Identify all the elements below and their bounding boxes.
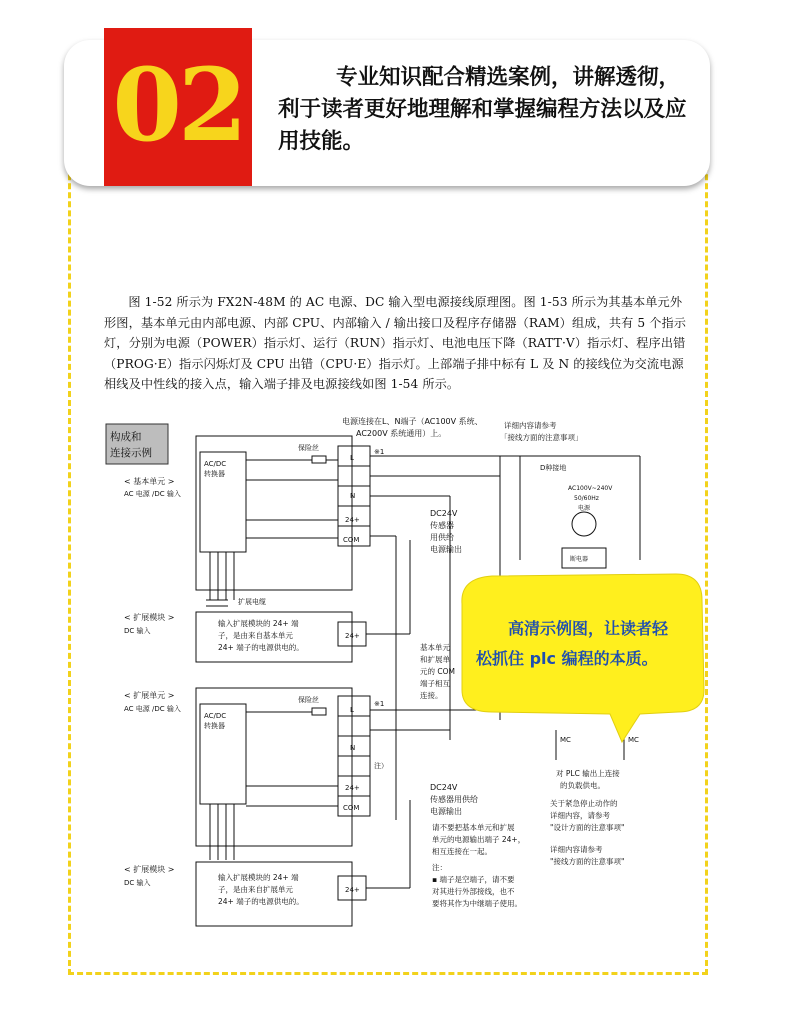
detail-1: 详细内容请参考 xyxy=(550,845,603,854)
plc-out-2: 的负载供电。 xyxy=(560,781,605,790)
base-note-5: 连接。 xyxy=(420,691,443,700)
ext-unit-label: < 扩展单元 > xyxy=(124,691,175,700)
module-term-24-2: 24+ xyxy=(345,886,360,894)
ground-label: D种接地 xyxy=(540,464,567,472)
dc24-2: 传感器 xyxy=(430,521,454,530)
fuse-label-2: 保险丝 xyxy=(298,696,319,704)
note-ref-2: 「接线方面的注意事项」 xyxy=(500,433,583,442)
ext-module2-sub: DC 输入 xyxy=(124,879,151,887)
note-ref-1: 详细内容请参考 xyxy=(504,421,557,430)
base-note-3: 元的 COM xyxy=(420,667,455,676)
mod2-note-3: 24+ 端子的电源供电的。 xyxy=(218,897,304,906)
term-n-2: N xyxy=(350,744,356,752)
body-paragraph: 图 1-52 所示为 FX2N-48M 的 AC 电源、DC 输入型电源接线原理图。图 1-53 所示为其基本单元外形图，基本单元由内部电源、内部 CPU、内部输入 / 输出接口及程序存储器（RAM）组成，共有 5 个指示灯，分别为电源（POWER）指示灯、运行（RUN）指示灯、电池电压下降（RATT·V）指示灯、程序出错（PROG·E）指示闪烁灯及 CPU 出错（CPU·E）指示灯。上部端子排中标有 L 及 N 的接线位为交流电源相线及中性线的接入点，输入端子排及电源接线如图 1-54 所示。 xyxy=(104,295,687,391)
emerg-1: 关于紧急停止动作的 xyxy=(550,799,618,808)
mod2-note-2: 子，是由来自扩展单元 xyxy=(218,885,293,894)
base-note-4: 端子相互 xyxy=(420,679,450,688)
note-heading: 注： xyxy=(432,863,447,872)
emerg-3: "设计方面的注意事项" xyxy=(550,823,625,832)
mc-1: MC xyxy=(560,736,571,744)
acdc-label-2a: AC/DC xyxy=(204,712,227,720)
acdc-label-1b: 转换器 xyxy=(204,470,225,478)
ext-module-sub: DC 输入 xyxy=(124,627,151,635)
note-2: 对其进行外部接线，也不 xyxy=(432,887,515,896)
ac-freq: 50/60Hz xyxy=(574,495,599,502)
term-24-1: 24+ xyxy=(345,516,360,524)
mark-1a: ※1 xyxy=(374,448,385,456)
bubble-line-1: 高清示例图，让读者轻 xyxy=(508,619,669,638)
mod-note-3: 24+ 端子的电源供电的。 xyxy=(218,643,304,652)
term-com-1: COM xyxy=(343,536,360,544)
mark-2: 注） xyxy=(374,762,388,770)
basic-unit-label: < 基本单元 > xyxy=(124,477,175,486)
detail-2: "接线方面的注意事项" xyxy=(550,857,625,866)
warn-3: 相互连接在一起。 xyxy=(432,847,492,856)
ext-cable-label: 扩展电缆 xyxy=(238,598,266,606)
mc-2: MC xyxy=(628,736,639,744)
term-n-1: N xyxy=(350,492,356,500)
acdc-label-2b: 转换器 xyxy=(204,722,225,730)
note-1: ▪ 端子是空端子，请不要 xyxy=(432,875,515,884)
dc24-1: DC24V xyxy=(430,509,458,518)
mod2-note-1: 输入扩展模块的 24+ 端 xyxy=(218,873,299,882)
warn-1: 请不要把基本单元和扩展 xyxy=(432,823,515,832)
base-note-1: 基本单元 xyxy=(420,643,450,652)
mod-note-2: 子，是由来自基本单元 xyxy=(218,631,293,640)
term-24-2: 24+ xyxy=(345,784,360,792)
term-com-2: COM xyxy=(343,804,360,812)
term-l-2: L xyxy=(350,706,354,714)
power-label: 电源 xyxy=(578,505,591,512)
warn-2: 单元的电源输出端子 24+， xyxy=(432,835,526,844)
section-number: 02 xyxy=(112,46,244,164)
note-3: 要将其作为中继端子使用。 xyxy=(432,899,522,908)
dc24b-1: DC24V xyxy=(430,783,458,792)
mod-note-1: 输入扩展模块的 24+ 端 xyxy=(218,619,299,628)
note-top-2: AC200V 系统通用）上。 xyxy=(356,429,447,438)
plc-out-1: 对 PLC 输出上连接 xyxy=(556,769,620,778)
fuse-label-1: 保险丝 xyxy=(298,444,319,452)
ac-spec: AC100V~240V xyxy=(568,485,613,492)
ext-module2-label: < 扩展模块 > xyxy=(124,865,175,874)
base-note-2: 和扩展单 xyxy=(420,655,450,664)
ext-module-box-2 xyxy=(196,862,352,926)
basic-unit-sub: AC 电源 /DC 输入 xyxy=(124,490,181,498)
mark-1b: ※1 xyxy=(374,700,385,708)
acdc-label-1a: AC/DC xyxy=(204,460,227,468)
note-top-1: 电源连接在L、N端子（AC100V 系统、 xyxy=(342,417,483,426)
emerg-2: 详细内容，请参考 xyxy=(550,811,610,820)
example-label-1: 构成和 xyxy=(110,431,142,443)
ext-unit-sub: AC 电源 /DC 输入 xyxy=(124,705,181,713)
example-label-2: 连接示例 xyxy=(110,447,152,459)
header-description: 专业知识配合精选案例，讲解透彻，利于读者更好地理解和掌握编程方法以及应用技能。 xyxy=(278,65,687,154)
term-l-1: L xyxy=(350,454,354,462)
dc24b-3: 电源输出 xyxy=(430,807,462,816)
dc24b-2: 传感器用供给 xyxy=(430,795,478,804)
dc24-4: 电源输出 xyxy=(430,545,462,554)
ext-module-label: < 扩展模块 > xyxy=(124,613,175,622)
module-term-24-1: 24+ xyxy=(345,632,360,640)
relay-label: 断电器 xyxy=(570,556,589,563)
dc24-3: 用供给 xyxy=(430,533,454,542)
bubble-line-2: 松抓住 plc 编程的本质。 xyxy=(476,649,658,668)
